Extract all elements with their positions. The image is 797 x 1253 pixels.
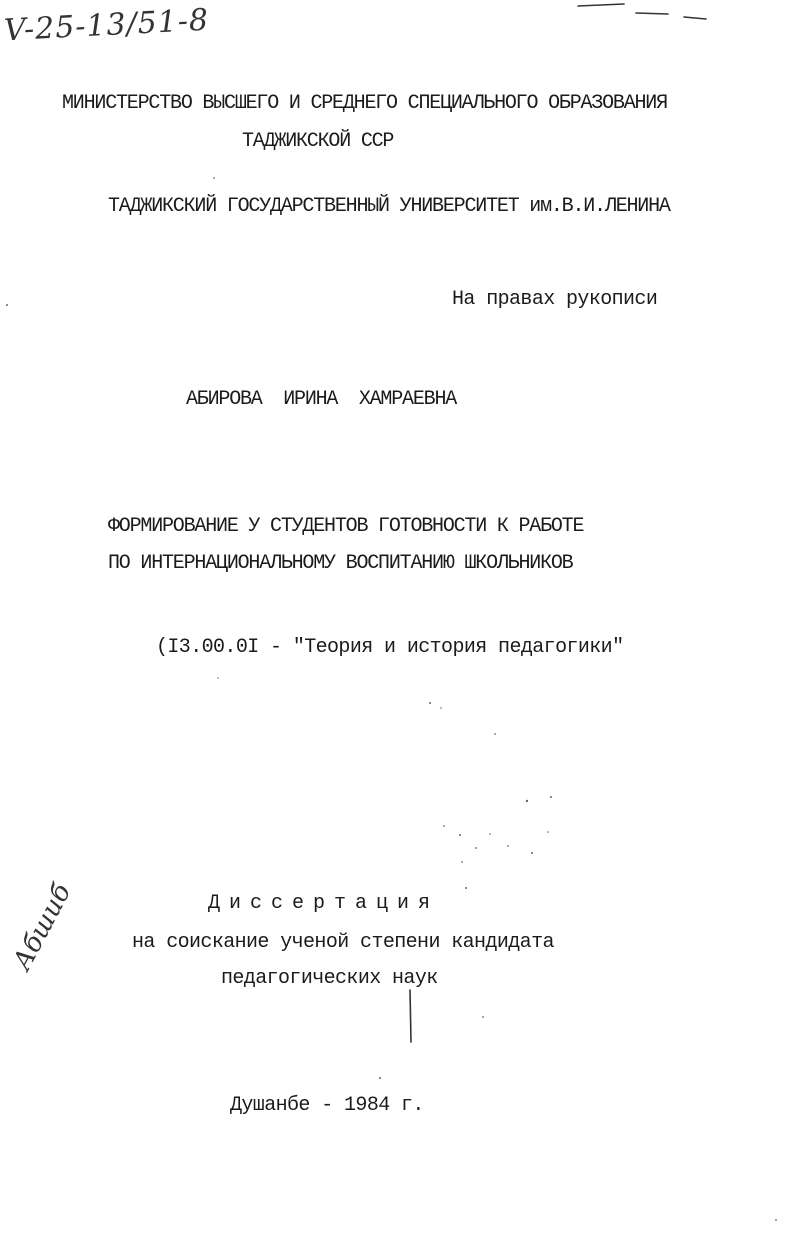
thesis-type: Диссертация [208, 892, 440, 915]
university-heading: ТАДЖИКСКИЙ ГОСУДАРСТВЕННЫЙ УНИВЕРСИТЕТ им.В.И.ЛЕНИНА [108, 195, 670, 218]
republic-heading: ТАДЖИКСКОЙ ССР [242, 130, 394, 153]
ministry-heading: МИНИСТЕРСТВО ВЫСШЕГО И СРЕДНЕГО СПЕЦИАЛЬНОГО ОБРАЗОВАНИЯ [62, 92, 667, 115]
thesis-degree-line-2: педагогических наук [221, 967, 438, 990]
manuscript-note: На правах рукописи [452, 288, 658, 311]
scan-dash [684, 17, 706, 19]
thesis-title-line-1: ФОРМИРОВАНИЕ У СТУДЕНТОВ ГОТОВНОСТИ К РАБОТЕ [108, 515, 584, 538]
city-year: Душанбе - 1984 г. [230, 1094, 424, 1117]
scan-dash [578, 4, 624, 6]
thesis-degree-line-1: на соискание ученой степени кандидата [132, 931, 554, 954]
scan-dash [636, 13, 668, 14]
catalog-mark: V-25-13/51-8 [3, 2, 210, 49]
scan-specks [6, 177, 777, 1221]
thesis-title-line-2: ПО ИНТЕРНАЦИОНАЛЬНОМУ ВОСПИТАНИЮ ШКОЛЬНИКОВ [108, 552, 573, 575]
handwritten-signature: Абшиб [7, 878, 78, 976]
scan-line [410, 990, 411, 1042]
author-name: АБИРОВА ИРИНА ХАМРАЕВНА [186, 388, 457, 411]
specialty-code: (I3.00.0I - "Теория и история педагогики" [156, 636, 624, 659]
